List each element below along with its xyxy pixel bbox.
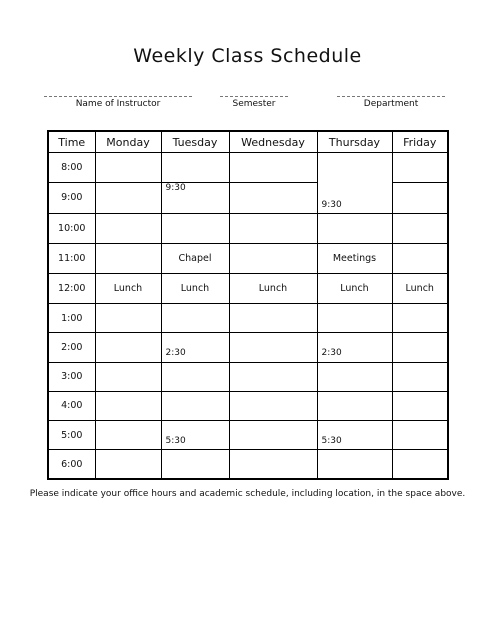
slot-friday[interactable] <box>392 333 448 362</box>
slot-tuesday[interactable] <box>161 362 229 391</box>
slot-monday[interactable] <box>95 243 161 273</box>
lunch-tuesday[interactable]: Lunch <box>161 273 229 303</box>
slot-friday[interactable] <box>392 450 448 479</box>
slot-tuesday[interactable] <box>161 213 229 243</box>
time-label: 1:00 <box>48 304 95 333</box>
time-label: 2:00 <box>48 333 95 362</box>
header-friday: Friday <box>392 131 448 153</box>
slot-thursday-meetings[interactable]: Meetings <box>317 243 392 273</box>
department-line <box>337 96 445 97</box>
header-wednesday: Wednesday <box>229 131 317 153</box>
slot-wednesday[interactable] <box>229 420 317 449</box>
slot-monday[interactable] <box>95 450 161 479</box>
time-label: 4:00 <box>48 391 95 420</box>
slot-friday[interactable] <box>392 420 448 449</box>
slot-monday[interactable] <box>95 333 161 362</box>
time-label: 10:00 <box>48 213 95 243</box>
marker-530: 5:30 <box>321 435 342 446</box>
slot-thursday[interactable] <box>317 362 392 391</box>
footer-note: Please indicate your office hours and academic schedule, including location, in the space above. <box>29 489 466 499</box>
slot-friday[interactable] <box>392 391 448 420</box>
header-time: Time <box>48 131 95 153</box>
marker-230: 2:30 <box>165 348 186 359</box>
slot-tuesday[interactable] <box>161 333 229 362</box>
marker-930: 9:30 <box>321 199 342 210</box>
lunch-wednesday[interactable]: Lunch <box>229 273 317 303</box>
slot-friday[interactable] <box>392 153 448 183</box>
slot-monday[interactable] <box>95 362 161 391</box>
time-label: 6:00 <box>48 450 95 479</box>
header-monday: Monday <box>95 131 161 153</box>
time-label: 11:00 <box>48 243 95 273</box>
page-title: Weekly Class Schedule <box>133 45 362 67</box>
slot-friday[interactable] <box>392 243 448 273</box>
schedule-table <box>47 130 449 480</box>
slot-friday[interactable] <box>392 362 448 391</box>
slot-wednesday[interactable] <box>229 153 317 183</box>
slot-monday[interactable] <box>95 391 161 420</box>
instructor-line <box>44 96 192 97</box>
slot-tuesday[interactable] <box>161 183 229 213</box>
slot-tuesday[interactable] <box>161 153 229 183</box>
marker-230: 2:30 <box>321 348 342 359</box>
slot-thursday[interactable] <box>317 333 392 362</box>
department-field[interactable] <box>337 96 445 109</box>
lunch-monday[interactable]: Lunch <box>95 273 161 303</box>
instructor-field[interactable] <box>44 96 192 109</box>
slot-tuesday[interactable] <box>161 304 229 333</box>
lunch-friday[interactable]: Lunch <box>392 273 448 303</box>
slot-friday[interactable] <box>392 304 448 333</box>
slot-friday[interactable] <box>392 183 448 213</box>
slot-friday[interactable] <box>392 213 448 243</box>
semester-field[interactable] <box>220 96 288 109</box>
slot-wednesday[interactable] <box>229 243 317 273</box>
slot-thursday[interactable] <box>317 420 392 449</box>
slot-tuesday[interactable] <box>161 450 229 479</box>
slot-wednesday[interactable] <box>229 183 317 213</box>
slot-monday[interactable] <box>95 213 161 243</box>
slot-tuesday[interactable] <box>161 420 229 449</box>
slot-wednesday[interactable] <box>229 391 317 420</box>
slot-wednesday[interactable] <box>229 362 317 391</box>
slot-tuesday[interactable] <box>161 391 229 420</box>
time-label: 8:00 <box>48 153 95 183</box>
slot-wednesday[interactable] <box>229 304 317 333</box>
slot-thursday[interactable] <box>317 304 392 333</box>
slot-wednesday[interactable] <box>229 450 317 479</box>
slot-thursday[interactable] <box>317 450 392 479</box>
header-thursday: Thursday <box>317 131 392 153</box>
slot-wednesday[interactable] <box>229 213 317 243</box>
time-label: 5:00 <box>48 420 95 449</box>
semester-label: Semester <box>232 99 276 109</box>
slot-thursday[interactable] <box>317 391 392 420</box>
marker-930: 9:30 <box>165 183 186 194</box>
header-tuesday: Tuesday <box>161 131 229 153</box>
marker-530: 5:30 <box>165 435 186 446</box>
time-label: 9:00 <box>48 183 95 213</box>
slot-wednesday[interactable] <box>229 333 317 362</box>
instructor-label: Name of Instructor <box>75 99 161 109</box>
slot-monday[interactable] <box>95 153 161 183</box>
semester-line <box>220 96 288 97</box>
slot-monday[interactable] <box>95 183 161 213</box>
slot-thursday[interactable] <box>317 199 392 243</box>
time-label: 3:00 <box>48 362 95 391</box>
department-label: Department <box>363 99 419 109</box>
time-label: 12:00 <box>48 273 95 303</box>
slot-monday[interactable] <box>95 420 161 449</box>
slot-monday[interactable] <box>95 304 161 333</box>
lunch-thursday[interactable]: Lunch <box>317 273 392 303</box>
slot-tuesday-chapel[interactable]: Chapel <box>161 243 229 273</box>
